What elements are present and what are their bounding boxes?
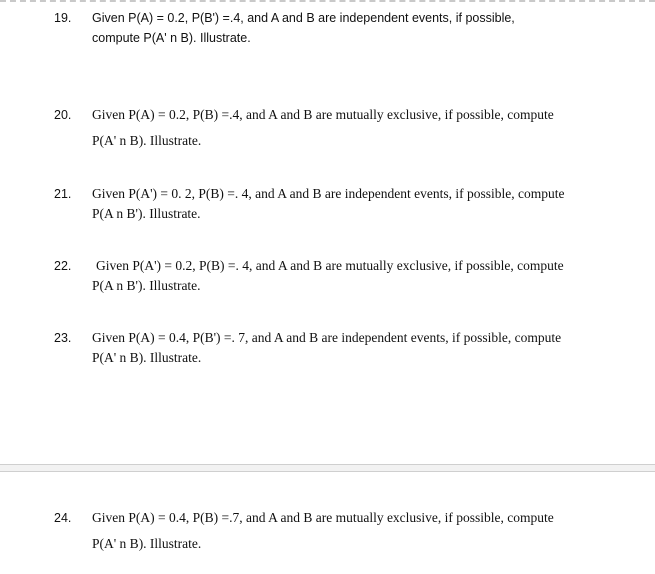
problem-number: 23.	[54, 331, 72, 345]
problem-line: Given P(A) = 0.2, P(B) =.4, and A and B are mutually exclusive, if possible, compute	[92, 107, 554, 122]
problem-number: 24.	[54, 511, 72, 525]
problem-number: 22.	[54, 259, 72, 273]
problem-number: 19.	[54, 11, 72, 25]
problem-text	[92, 508, 632, 554]
problem-number: 20.	[54, 108, 72, 122]
problem-number: 21.	[54, 187, 72, 201]
problem-line: Given P(A) = 0.2, P(B') =.4, and A and B are independent events, if possible,	[92, 11, 515, 25]
problem-line: compute P(A' n B). Illustrate.	[92, 31, 251, 45]
problem-text	[92, 256, 636, 296]
problem-line: P(A n B'). Illustrate.	[92, 278, 201, 293]
problem-line: Given P(A') = 0.2, P(B) =. 4, and A and B are mutually exclusive, if possible, compute	[96, 258, 564, 273]
document-page	[0, 472, 655, 574]
problem-line: Given P(A) = 0.4, P(B) =.7, and A and B are mutually exclusive, if possible, compute	[92, 510, 554, 525]
problem-line: Given P(A') = 0. 2, P(B) =. 4, and A and B are independent events, if possible, compute	[92, 186, 565, 201]
problem-line: P(A n B'). Illustrate.	[92, 206, 201, 221]
problem-text	[92, 328, 632, 368]
problem-line: P(A' n B). Illustrate.	[92, 536, 202, 551]
problem-line: Given P(A) = 0.4, P(B') =. 7, and A and B are independent events, if possible, compute	[92, 330, 562, 345]
problem-text	[92, 184, 632, 224]
problem-line: P(A' n B). Illustrate.	[92, 133, 202, 148]
problem-text	[92, 8, 632, 48]
page-break	[0, 464, 655, 472]
problem-line: P(A' n B). Illustrate.	[92, 350, 202, 365]
problem-text	[92, 105, 632, 151]
